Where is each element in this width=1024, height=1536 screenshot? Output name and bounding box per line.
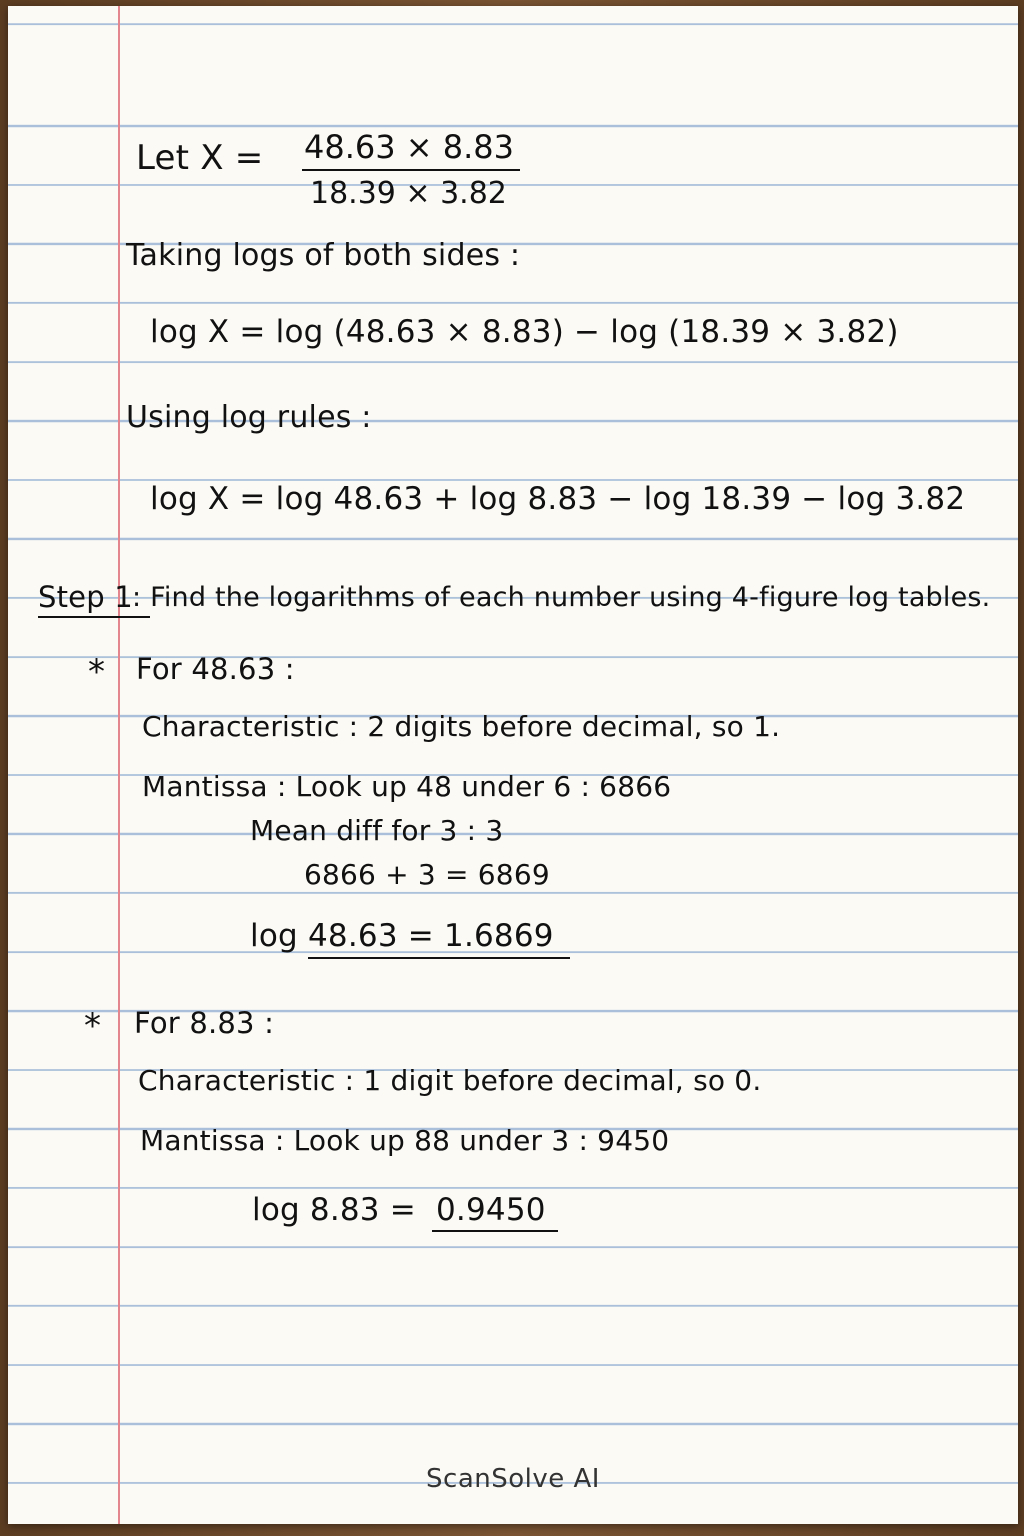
fraction-numerator: 48.63 × 8.83 [304,128,515,166]
fraction-denominator: 18.39 × 3.82 [310,176,507,211]
section-48-63-title: For 48.63 : [136,652,295,686]
step-1-label: Step 1 [38,580,133,614]
equation-log-x-2: log X = log 48.63 + log 8.83 − log 18.39 − log 3.82 [150,481,966,517]
mantissa-8-83: Mantissa : Look up 88 under 3 : 9450 [140,1124,670,1157]
margin-line [118,6,120,1524]
result-prefix-48-63: log [250,918,298,954]
sum-48-63: 6866 + 3 = 6869 [304,858,550,891]
bullet-star-icon: * [84,1006,101,1046]
footer-brand: ScanSolve AI [426,1464,600,1494]
result-8-83-underline [432,1230,558,1232]
step-1-text: : Find the logarithms of each number using 4-figure log tables. [132,582,991,613]
step-1-underline [38,616,150,618]
characteristic-8-83: Characteristic : 1 digit before decimal, so 0. [138,1064,762,1097]
mantissa-48-63: Mantissa : Look up 48 under 6 : 6866 [142,770,672,803]
characteristic-48-63: Characteristic : 2 digits before decimal, so 1. [142,710,781,743]
result-prefix-8-83: log 8.83 = [252,1192,416,1228]
result-48-63: 48.63 = 1.6869 [308,918,554,954]
fraction-bar [302,169,520,171]
taking-logs-text: Taking logs of both sides : [126,238,521,273]
mean-diff-48-63: Mean diff for 3 : 3 [250,814,504,847]
equation-log-x-1: log X = log (48.63 × 8.83) − log (18.39 × 3.82) [150,314,899,350]
using-log-rules-text: Using log rules : [126,400,372,435]
result-8-83: 0.9450 [436,1192,546,1228]
bullet-star-icon: * [88,652,105,692]
result-48-63-underline [308,957,570,959]
let-x-label: Let X = [136,138,264,178]
notebook-page [8,6,1018,1524]
section-8-83-title: For 8.83 : [134,1006,275,1040]
